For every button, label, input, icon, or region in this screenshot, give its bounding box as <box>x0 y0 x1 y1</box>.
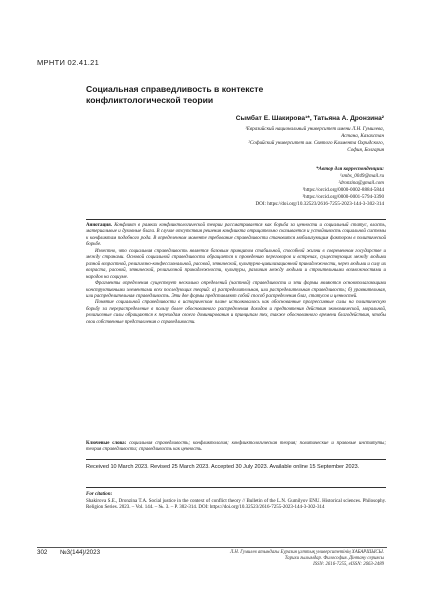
doi-link[interactable]: DOI: https://doi.org/10.32523/2616-7255-2023-144-3-302-314 <box>255 201 384 208</box>
abstract-paragraph: Понятие социальной справедливости в историческом плане истолковалось как обоснованные прогрессивные силы на политическую борьбу за перераспределение в пользу более обоснованного распределения доходов и предпочтения действия экономической, моральной, религиозные силы обращаются к переходам своего доминирования и принципам тех, также обоснованного времени благодействия, чтобы свои собственные представления о справедливости. <box>86 300 386 325</box>
divider <box>86 459 386 460</box>
article-title-line: Социальная справедливость в контексте <box>86 84 264 94</box>
page-number: 302 <box>37 549 48 556</box>
abstract-paragraph <box>86 223 386 249</box>
citation-text: Shakirova S.E., Dronzina T.A. Social justice in the context of conflict theory // Bulletin of the L.N. Gumilyov ENU. Historical sciences. Philosophy. Religion Series. 2023. – Vol. 144. – №. 3. – P. 302-314. DOI: https://doi.org/10.32523/2616-7255-2023-144-3-302-314 <box>86 498 386 511</box>
affiliation-line: ¹Евразийский национальный университет имени Л.Н. Гумилева, <box>245 126 384 132</box>
email-link[interactable]: ²dronzina@gmail.com <box>338 180 384 187</box>
journal-info <box>164 550 384 569</box>
affiliation-line: Астана, Казахстан <box>341 133 384 140</box>
keywords-label: Ключевые слова: <box>86 441 127 446</box>
orcid-link[interactable]: ¹https://orcid.org/0000-0002-8884-5844 <box>302 187 384 194</box>
mrnti-code: МРНТИ 02.41.21 <box>37 58 100 67</box>
footer-divider <box>37 547 387 548</box>
issue-number: №3(144)/2023 <box>60 549 101 556</box>
abstract-paragraph: Фрагменты определения существует несколько определений (частной) справедливости и эти формы являются основополагающими конструктивными элементами всех последующих теорий: а) распределительная, или распределительная справедливость; б) уравнительная, или распределительная справедливость. Эти две формы представляют собой способ распределения благ, статусов и ценностей. <box>86 281 386 299</box>
journal-line: Тарихи ғылымдар. Философия. Дінтану сериясы <box>284 556 384 562</box>
divider <box>86 487 386 488</box>
abstract-text: Конфликт в рамках конфликтологической теории рассматривается как борьба за ценности и социальный статус, власть, материальные и духовные блага. В случае отсутствия решения конфликта отрицательно сказывается и устойчивость социальной системы к конфликтам подобного рода. В определенном моменте требование справедливости становится мобилизующим фактором в политической борьбе. <box>86 223 386 248</box>
correspondence-title: *Автор для корреспонденции: <box>315 166 384 172</box>
publication-dates: Received 10 March 2023. Revised 25 March 2023. Accepted 30 July 2023. Available online 15 September 2023. <box>86 464 360 470</box>
article-title-line: конфликтологической теории <box>86 94 214 105</box>
citation-block <box>86 492 386 512</box>
email-link[interactable]: ¹smbs_0049@mail.ru <box>340 173 384 180</box>
divider <box>86 219 386 220</box>
correspondence-block <box>144 166 384 209</box>
abstract-paragraph: Известно, что социальная справедливость является базовым принципом стабильной, способной жизни в современном государстве и между странами. Основой социальной справедливости обращается к проведению переговоров и встречах, существующих между людьми разной возрастной, религиозно-конфессиональной, расовой, этнической, культурно-цивилизационной принадлежности, через людьми и силу их возраста, расовой, этнической, религиозной принадлежности, культуры, различия между людьми и строительными возможностями и народов на социуме. <box>86 248 386 280</box>
abstract <box>86 223 386 326</box>
journal-line: Л.Н. Гумилев атындағы Еуразия ұлттық университетінің ХАБАРШЫСЫ. <box>229 550 384 555</box>
keywords-text: социальная справедливость; конфликтология; конфликтологическая теория; политические и правовые институты; теория справедливости; справедливость как ценность. <box>86 441 386 453</box>
abstract-label: Аннотация. <box>86 223 112 228</box>
affiliation-line: ²Софийский университет им. Святого Климента Охридского, <box>248 140 384 147</box>
keywords <box>86 441 386 454</box>
author-list: Сымбат Е. Шакирова¹*, Татьяна А. Дронзина² <box>235 115 384 122</box>
article-title <box>86 84 346 105</box>
journal-line: ISSN: 2616-7255, eISSN: 2663-2489 <box>313 562 384 568</box>
orcid-link[interactable]: ²https://orcid.org/0000-0001-5794-3390 <box>302 194 384 201</box>
citation-title: For citation: <box>86 492 113 497</box>
affiliation-line: София, Болгария <box>347 147 384 154</box>
affiliations <box>144 126 384 154</box>
